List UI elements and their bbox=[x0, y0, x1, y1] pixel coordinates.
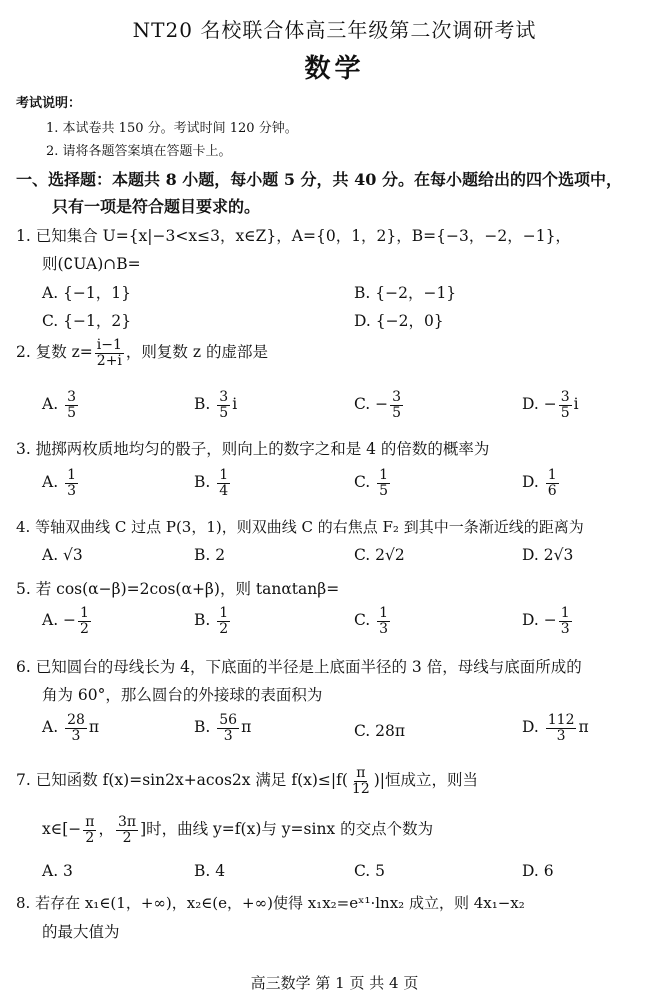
q6-option-c: C. 28π bbox=[354, 722, 406, 740]
q2-option-a: A. $\frac{3}{5}$ bbox=[42, 389, 76, 421]
q1-option-c: C. {−1，2} bbox=[42, 312, 132, 330]
q6-option-d: D. $\frac{112}{3}$ π bbox=[522, 712, 589, 744]
q8-stem-line1: 8. 若存在 x₁∈(1，+∞)，x₂∈(e，+∞)使得 x₁x₂=eˣ¹·lnx₂ 成立，则 4x₁−x₂ bbox=[16, 894, 525, 912]
q4-option-c: C. 2√2 bbox=[354, 546, 405, 564]
q1-stem-line2: 则(∁UA)∩B= bbox=[42, 255, 141, 273]
q7-option-b: B. 4 bbox=[194, 862, 226, 880]
q2-stem bbox=[16, 338, 268, 368]
section-heading-line1: 一、选择题：本题共 8 小题，每小题 5 分，共 40 分。在每小题给出的四个选项中， bbox=[16, 170, 622, 189]
instruction-1: 1. 本试卷共 150 分。考试时间 120 分钟。 bbox=[46, 121, 298, 136]
instruction-2: 2. 请将各题答案填在答题卡上。 bbox=[46, 144, 232, 159]
q7-stem-line2: x∈[− $\frac{\pi}{2}$ ， $\frac{3\pi}{2}$ ]时，曲线 y=f(x)与 y=sinx 的交点个数为 bbox=[42, 814, 434, 846]
exam-title: NT20 名校联合体高三年级第二次调研考试 bbox=[132, 18, 537, 42]
q7-option-c: C. 5 bbox=[354, 862, 386, 880]
q1-option-d: D. {−2，0} bbox=[354, 312, 444, 330]
q5-option-b: B. $\frac{1}{2}$ bbox=[194, 605, 229, 637]
q6-option-a: A. $\frac{28}{3}$ π bbox=[42, 712, 100, 744]
q2-option-d: D. − $\frac{3}{5}$ i bbox=[522, 389, 579, 421]
q2-option-b: B. $\frac{3}{5}$ i bbox=[194, 389, 238, 421]
q4-stem: 4. 等轴双曲线 C 过点 P(3，1)，则双曲线 C 的右焦点 F₂ 到其中一条渐近线的距离为 bbox=[16, 518, 584, 536]
q3-option-b: B. $\frac{1}{4}$ bbox=[194, 467, 229, 499]
section-heading-line2: 只有一项是符合题目要求的。 bbox=[52, 197, 261, 216]
q6-stem-line2: 角为 60°，那么圆台的外接球的表面积为 bbox=[42, 686, 323, 704]
q7-option-d: D. 6 bbox=[522, 862, 554, 880]
q2-option-c: C. − $\frac{3}{5}$ bbox=[354, 389, 402, 421]
q1-option-b: B. {−2，−1} bbox=[354, 284, 457, 302]
page-footer: 高三数学 第 1 页 共 4 页 bbox=[250, 974, 419, 992]
q4-option-b: B. 2 bbox=[194, 546, 226, 564]
q2-fraction: $\frac{i-1}{2+i}$ bbox=[96, 337, 122, 369]
q4-option-d: D. 2√3 bbox=[522, 546, 574, 564]
q4-option-a: A. √3 bbox=[42, 546, 83, 564]
q3-stem: 3. 抛掷两枚质地均匀的骰子，则向上的数字之和是 4 的倍数的概率为 bbox=[16, 440, 490, 458]
q3-option-d: D. $\frac{1}{6}$ bbox=[522, 467, 557, 499]
q5-option-a: A. − $\frac{1}{2}$ bbox=[42, 605, 89, 637]
q3-option-a: A. $\frac{1}{3}$ bbox=[42, 467, 76, 499]
q5-stem: 5. 若 cos(α−β)=2cos(α+β)，则 tanαtanβ= bbox=[16, 580, 340, 598]
q8-stem-line2: 的最大值为 bbox=[42, 923, 120, 941]
q6-stem-line1: 6. 已知圆台的母线长为 4，下底面的半径是上底面半径的 3 倍，母线与底面所成的 bbox=[16, 658, 582, 676]
q1-option-a: A. {−1，1} bbox=[42, 284, 131, 302]
q2-stem-post: ，则复数 z 的虚部是 bbox=[125, 343, 268, 362]
q1-stem-line1: 1. 已知集合 U={x|−3<x≤3，x∈Z}，A={0，1，2}，B={−3，−2，−1}， bbox=[16, 227, 571, 245]
q2-stem-pre: 2. 复数 z= bbox=[16, 343, 93, 362]
q7-stem-line1: 7. 已知函数 f(x)=sin2x+acos2x 满足 f(x)≤|f( $\frac{\pi}{12}$ )|恒成立，则当 bbox=[16, 765, 479, 797]
instructions-heading: 考试说明： bbox=[16, 96, 82, 111]
q7-option-a: A. 3 bbox=[42, 862, 73, 880]
q5-option-c: C. $\frac{1}{3}$ bbox=[354, 605, 389, 637]
q3-option-c: C. $\frac{1}{5}$ bbox=[354, 467, 389, 499]
q6-option-b: B. $\frac{56}{3}$ π bbox=[194, 712, 252, 744]
q5-option-d: D. − $\frac{1}{3}$ bbox=[522, 605, 570, 637]
subject-title: 数学 bbox=[304, 54, 365, 84]
